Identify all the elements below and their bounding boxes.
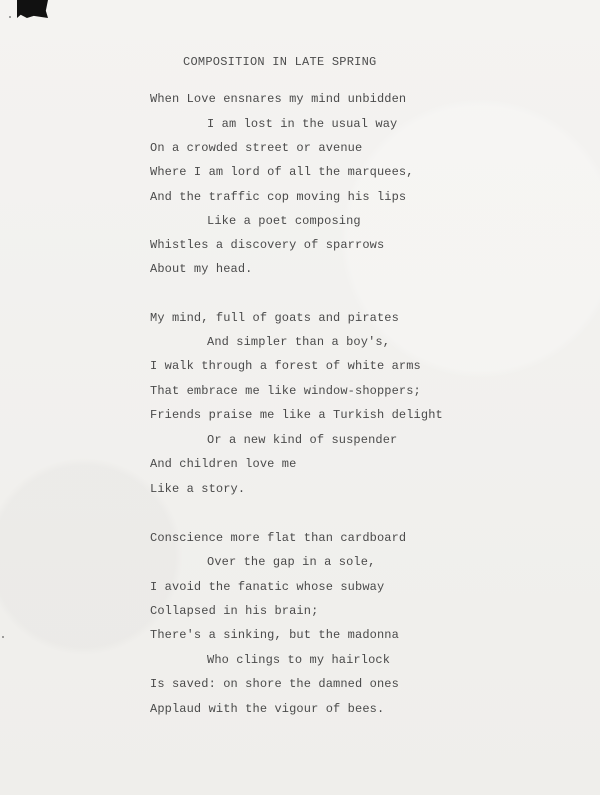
poem-title: COMPOSITION IN LATE SPRING bbox=[183, 55, 377, 69]
poem-line: Friends praise me like a Turkish delight bbox=[150, 408, 443, 422]
poem-line: Whistles a discovery of sparrows bbox=[150, 238, 385, 252]
poem-line: I avoid the fanatic whose subway bbox=[150, 580, 385, 594]
poem-line: I walk through a forest of white arms bbox=[150, 359, 421, 373]
poem-line: When Love ensnares my mind unbidden bbox=[150, 92, 407, 106]
poem-line: Conscience more flat than cardboard bbox=[150, 531, 407, 545]
poem-line: Or a new kind of suspender bbox=[207, 433, 398, 447]
poem-line: On a crowded street or avenue bbox=[150, 141, 363, 155]
poem-line: Who clings to my hairlock bbox=[207, 653, 391, 667]
poem-line: There's a sinking, but the madonna bbox=[150, 628, 399, 642]
poem-line: Where I am lord of all the marquees, bbox=[150, 165, 414, 179]
paper-mark bbox=[9, 16, 11, 18]
poem-line: Like a story. bbox=[150, 482, 246, 496]
poem-line: Collapsed in his brain; bbox=[150, 604, 319, 618]
poem-line: My mind, full of goats and pirates bbox=[150, 311, 399, 325]
poem-line: And the traffic cop moving his lips bbox=[150, 190, 407, 204]
poem-line: And simpler than a boy's, bbox=[207, 335, 391, 349]
poem-line: Is saved: on shore the damned ones bbox=[150, 677, 399, 691]
ink-blot bbox=[17, 0, 48, 18]
poem-line: About my head. bbox=[150, 262, 253, 276]
poem-line: Like a poet composing bbox=[207, 214, 361, 228]
paper-mark bbox=[2, 636, 4, 638]
poem-line: Over the gap in a sole, bbox=[207, 555, 376, 569]
poem-line: And children love me bbox=[150, 457, 297, 471]
poem-line: That embrace me like window-shoppers; bbox=[150, 384, 421, 398]
poem-line: I am lost in the usual way bbox=[207, 117, 398, 131]
poem-line: Applaud with the vigour of bees. bbox=[150, 702, 385, 716]
